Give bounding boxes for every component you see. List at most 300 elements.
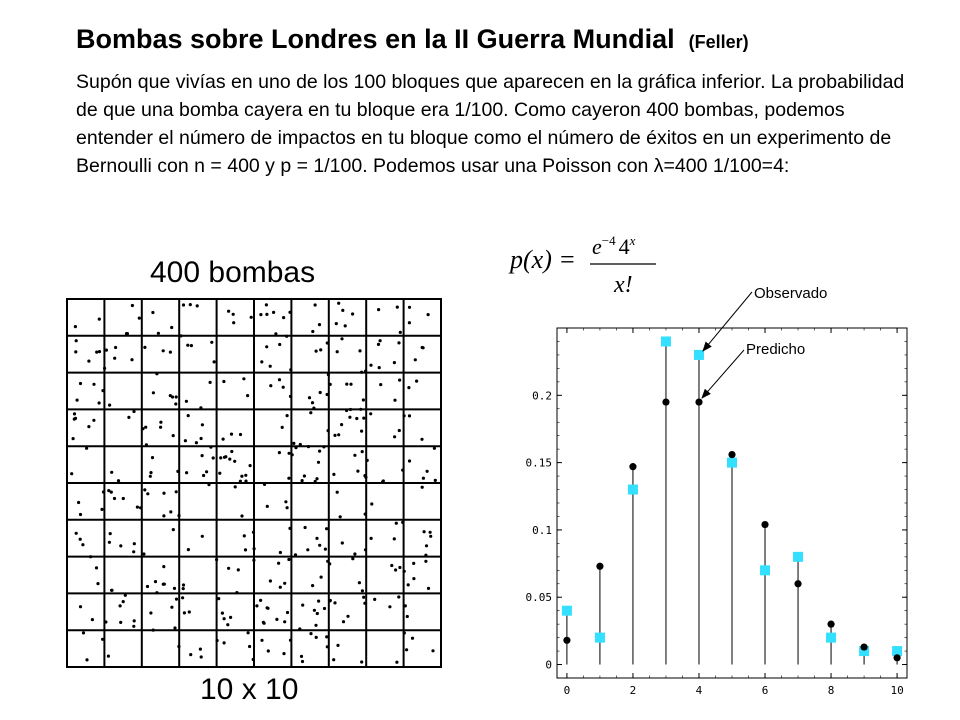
bomb-dot	[361, 589, 364, 592]
bomb-dot	[362, 417, 365, 420]
bomb-dot	[284, 500, 287, 503]
bomb-dot	[263, 622, 266, 625]
bomb-dot	[414, 358, 417, 361]
bomb-dot	[260, 360, 263, 363]
bomb-dot	[172, 528, 175, 531]
bomb-dot	[398, 429, 401, 432]
bomb-dot	[77, 501, 80, 504]
bomb-dot	[333, 434, 336, 437]
bomb-dot	[265, 313, 268, 316]
bomb-dot	[341, 541, 344, 544]
bomb-dot	[353, 454, 356, 457]
bomb-dot	[125, 332, 128, 335]
bomb-dot	[333, 601, 336, 604]
bomb-dot	[76, 399, 79, 402]
bomb-dot	[379, 339, 382, 342]
bomb-dot	[132, 550, 135, 553]
bomb-dot	[216, 639, 219, 642]
bomb-dot	[217, 597, 220, 600]
grid-caption-bottom: 10 x 10	[200, 673, 299, 706]
bomb-dot	[266, 607, 269, 610]
bomb-dot	[133, 619, 136, 622]
bomb-dot	[79, 605, 82, 608]
bomb-dot	[289, 639, 292, 642]
bomb-dot	[398, 379, 401, 382]
bomb-dot	[212, 456, 215, 459]
bomb-dot	[108, 541, 111, 544]
bomb-dot	[326, 341, 329, 344]
bomb-dot	[348, 416, 351, 419]
bomb-dot	[431, 649, 434, 652]
bomb-dot	[169, 394, 172, 397]
bomb-dot	[336, 350, 339, 353]
bomb-dot	[326, 560, 329, 563]
bomb-dot	[98, 401, 101, 404]
bomb-dot	[396, 306, 399, 309]
observed-point	[694, 350, 704, 360]
bomb-dot	[360, 430, 363, 433]
bomb-dot	[95, 566, 98, 569]
observed-point	[595, 633, 605, 643]
bomb-dot	[301, 660, 304, 663]
bomb-dot	[228, 458, 231, 461]
chart-stems	[567, 341, 897, 664]
bomb-dot	[340, 423, 343, 426]
bomb-dot	[246, 394, 249, 397]
bomb-dot	[288, 311, 291, 314]
bomb-dot	[235, 591, 238, 594]
bomb-dot	[79, 382, 82, 385]
bomb-dot	[401, 521, 404, 524]
observed-point	[562, 606, 572, 616]
bomb-dot	[152, 391, 155, 394]
bomb-dot	[288, 527, 291, 530]
bomb-dot	[105, 349, 108, 352]
bomb-dot	[87, 425, 90, 428]
bomb-dot	[221, 612, 224, 615]
bomb-dot	[244, 474, 247, 477]
annotation-observado: Observado	[754, 285, 828, 302]
bomb-dot	[237, 568, 240, 571]
description-text: Supón que vivías en uno de los 100 bloques que aparecen en la gráfica inferior. La probabilidad de que una bomba cayera en tu bloque era 1/100. Como cayeron 400 bombas, podemos entender el número de impactos en tu bloque como el número de éxitos en un experimento de Bernoulli con n = 400 y p = 1/100. Podemos usar una Poisson con λ=400 1/100=4:	[76, 71, 905, 177]
bomb-dot	[227, 567, 230, 570]
bomb-dot	[412, 562, 415, 565]
bomb-dot	[182, 583, 185, 586]
bomb-dot	[424, 560, 427, 563]
bomb-dot	[218, 472, 221, 475]
bomb-dot	[282, 652, 285, 655]
bomb-dot	[429, 535, 432, 538]
bomb-dot	[210, 341, 213, 344]
bomb-dot	[199, 648, 202, 651]
bomb-dot	[70, 472, 73, 475]
bomb-dot	[403, 570, 406, 573]
bomb-dot	[149, 471, 152, 474]
bomb-dot	[362, 398, 365, 401]
bomb-dot	[405, 648, 408, 651]
bomb-dot	[202, 474, 205, 477]
bomb-dot	[201, 423, 204, 426]
bomb-dot	[92, 383, 95, 386]
bomb-dot	[360, 371, 363, 374]
bomb-dot	[390, 564, 393, 567]
page-title	[76, 24, 749, 55]
bomb-dot	[393, 399, 396, 402]
bomb-dot	[344, 324, 347, 327]
bomb-dot	[381, 480, 384, 483]
bomb-dot	[292, 442, 295, 445]
bomb-dot	[75, 339, 78, 342]
bomb-dot	[351, 312, 354, 315]
bomb-dot	[408, 459, 411, 462]
formula-denominator: x!	[614, 272, 633, 298]
bomb-dot	[398, 566, 401, 569]
bomb-dot	[91, 618, 94, 621]
bomb-dot	[364, 548, 367, 551]
bomb-dot	[403, 414, 406, 417]
x-tick-label: 0	[563, 684, 571, 697]
bomb-dot	[173, 626, 176, 629]
bomb-dot	[360, 660, 363, 663]
bomb-dot	[291, 453, 294, 456]
bomb-dot	[100, 508, 103, 511]
bomb-dot	[141, 427, 144, 430]
predicted-point	[629, 463, 636, 470]
bomb-dot	[222, 438, 225, 441]
bomb-dot	[196, 304, 199, 307]
bomb-dot	[311, 584, 314, 587]
bomb-dot	[101, 638, 104, 641]
bomb-dot	[429, 531, 432, 534]
bomb-dot	[72, 437, 75, 440]
bomb-dot	[74, 325, 77, 328]
bomb-dot	[146, 585, 149, 588]
predicted-point	[761, 521, 768, 528]
bomb-dot	[358, 349, 361, 352]
bomb-dot	[205, 470, 208, 473]
bomb-dot	[415, 380, 418, 383]
bomb-dot	[74, 350, 77, 353]
bomb-dot	[388, 605, 391, 608]
bomb-dot	[113, 497, 116, 500]
bomb-dot	[363, 602, 366, 605]
bomb-dot	[108, 404, 111, 407]
observed-point	[793, 552, 803, 562]
bomb-dot	[278, 451, 281, 454]
bomb-dot	[81, 543, 84, 546]
bomb-dot	[242, 377, 245, 380]
bomb-dot	[209, 446, 212, 449]
bomb-dot	[177, 514, 180, 517]
bomb-dot	[177, 645, 180, 648]
bomb-dot	[163, 583, 166, 586]
bomb-dot	[282, 386, 285, 389]
bomb-dot	[315, 477, 318, 480]
bomb-dot	[110, 471, 113, 474]
bomb-dot	[287, 477, 290, 480]
bomb-dot	[314, 480, 317, 483]
bomb-dot	[114, 346, 117, 349]
bomb-dot	[155, 372, 158, 375]
bomb-dot	[408, 321, 411, 324]
bomb-dot	[175, 395, 178, 398]
bomb-dot	[162, 514, 165, 517]
bomb-dot	[378, 366, 381, 369]
bomb-dot	[200, 655, 203, 658]
bomb-dot	[294, 446, 297, 449]
bomb-dot	[311, 330, 314, 333]
bomb-dot	[332, 473, 335, 476]
bomb-dot	[186, 344, 189, 347]
bomb-dot	[127, 416, 130, 419]
bomb-dot	[252, 531, 255, 534]
chart-annotations	[702, 285, 827, 398]
bomb-dot	[307, 445, 310, 448]
bomb-dot	[323, 607, 326, 610]
bomb-dot	[136, 506, 139, 509]
bomb-dot	[339, 515, 342, 518]
bomb-dot	[230, 450, 233, 453]
bomb-dot	[169, 510, 172, 513]
y-tick-label: 0.1	[532, 523, 552, 537]
bomb-dot	[327, 429, 330, 432]
bomb-dot	[239, 480, 242, 483]
bomb-dot	[278, 378, 281, 381]
bomb-dot	[183, 611, 186, 614]
bomb-dot	[75, 532, 78, 535]
bomb-dot	[370, 537, 373, 540]
bomb-dot	[248, 645, 251, 648]
bomb-dot	[317, 461, 320, 464]
bomb-dot	[332, 658, 335, 661]
bomb-dot	[252, 559, 255, 562]
bomb-dot	[311, 401, 314, 404]
bomb-dot	[408, 306, 411, 309]
bomb-dot	[401, 469, 404, 472]
bomb-dot	[301, 479, 304, 482]
bomb-dot	[326, 645, 329, 648]
bomb-dot	[240, 514, 243, 517]
bomb-dot	[420, 438, 423, 441]
bomb-dot	[124, 594, 127, 597]
bomb-dot	[349, 408, 352, 411]
bomb-dot	[326, 393, 329, 396]
bomb-dot	[92, 419, 95, 422]
bomb-dot	[283, 620, 286, 623]
bomb-dot	[403, 631, 406, 634]
predicted-point	[728, 451, 735, 458]
bomb-dot	[269, 384, 272, 387]
bomb-dot	[79, 513, 82, 516]
bomb-dot	[318, 323, 321, 326]
bomb-dot	[151, 456, 154, 459]
bomb-dot	[138, 317, 141, 320]
bomb-dot	[239, 433, 242, 436]
bomb-dot	[278, 343, 281, 346]
bomb-dot	[399, 331, 402, 334]
bomb-dot	[122, 497, 125, 500]
bomb-dot	[269, 365, 272, 368]
bomb-dot	[260, 639, 263, 642]
bomb-dot	[304, 526, 307, 529]
bomb-dot	[434, 479, 437, 482]
formula-numerator: $e^{-4}$ 4$^x$	[592, 233, 636, 259]
bomb-dot	[188, 610, 191, 613]
bomb-dot	[306, 548, 309, 551]
bomb-dot	[213, 360, 216, 363]
bomb-dot	[143, 346, 146, 349]
bomb-dot	[369, 364, 372, 367]
bomb-dot	[79, 538, 82, 541]
observed-point	[628, 485, 638, 495]
bomb-dot	[315, 537, 318, 540]
x-tick-label: 6	[761, 684, 769, 697]
bomb-dot	[355, 417, 358, 420]
bomb-dot	[143, 488, 146, 491]
bomb-dot	[244, 480, 247, 483]
bomb-dot	[98, 350, 101, 353]
bomb-dot	[259, 599, 262, 602]
bomb-dot	[263, 483, 266, 486]
bomb-dot	[223, 641, 226, 644]
title-author: (Feller)	[688, 32, 749, 52]
bomb-dot	[407, 583, 410, 586]
bomb-dot	[272, 311, 275, 314]
bomb-dot	[340, 337, 343, 340]
bomb-dot	[179, 334, 182, 337]
predicted-point	[893, 654, 900, 661]
x-tick-label: 8	[827, 684, 835, 697]
bomb-dot	[232, 313, 235, 316]
predicted-point	[860, 643, 867, 650]
bomb-dot	[185, 471, 188, 474]
bomb-dot	[144, 426, 147, 429]
bomb-dot	[155, 591, 158, 594]
bomb-dot	[327, 373, 330, 376]
bomb-dot	[157, 332, 160, 335]
bomb-dot	[169, 351, 172, 354]
bomb-dot	[175, 598, 178, 601]
bomb-dot	[275, 618, 278, 621]
predicted-point	[563, 637, 570, 644]
predicted-point	[662, 398, 669, 405]
bomb-dot	[142, 552, 145, 555]
bomb-dot	[189, 303, 192, 306]
y-tick-label: 0.2	[532, 389, 552, 403]
bomb-dot	[404, 604, 407, 607]
bomb-dot	[269, 579, 272, 582]
bomb-dot	[366, 459, 369, 462]
bomb-dot	[274, 332, 277, 335]
bomb-dot	[325, 635, 328, 638]
bomb-dot	[309, 632, 312, 635]
bomb-dot	[132, 625, 135, 628]
bomb-dot	[255, 604, 258, 607]
bomb-dot	[426, 470, 429, 473]
bomb-dot	[170, 606, 173, 609]
bomb-dot	[154, 580, 157, 583]
bomb-dot	[230, 433, 233, 436]
bomb-dot	[107, 489, 110, 492]
bomb-dot	[209, 381, 212, 384]
bomb-dot	[173, 587, 176, 590]
bomb-dot	[346, 615, 349, 618]
bomb-dot	[119, 544, 122, 547]
bomb-dot	[87, 360, 90, 363]
annotation-arrow	[703, 292, 752, 351]
bomb-dot	[425, 544, 428, 547]
bomb-dot	[207, 483, 210, 486]
bomb-dot	[107, 655, 110, 658]
bomb-dot	[412, 577, 415, 580]
bomb-dot	[74, 417, 77, 420]
bomb-dot	[252, 658, 255, 661]
bomb-dot	[313, 609, 316, 612]
bomb-dot	[406, 615, 409, 618]
formula-lhs: p(x) =	[510, 245, 576, 274]
bomb-dot	[315, 636, 318, 639]
bomb-dot	[349, 383, 352, 386]
bomb-dot	[393, 435, 396, 438]
bomb-dot	[369, 412, 372, 415]
bomb-dot	[315, 350, 318, 353]
bomb-dot	[117, 479, 120, 482]
bomb-dot	[281, 426, 284, 429]
bomb-dot	[319, 391, 322, 394]
bomb-dot	[131, 304, 134, 307]
bomb-dot	[370, 502, 373, 505]
bomb-dot	[98, 318, 101, 321]
bomb-dot	[308, 396, 311, 399]
bomb-dot	[336, 644, 339, 647]
bomb-dot	[187, 548, 190, 551]
bomb-dot	[162, 492, 165, 495]
bomb-dot	[325, 527, 328, 530]
bomb-dot	[226, 623, 229, 626]
bomb-dot	[377, 343, 380, 346]
bomb-dot	[345, 409, 348, 412]
bomb-dot	[298, 627, 301, 630]
predicted-point	[596, 563, 603, 570]
title-text: Bombas sobre Londres en la II Guerra Mundial	[76, 24, 675, 54]
x-tick-label: 10	[890, 684, 904, 697]
bomb-dot	[286, 414, 289, 417]
bomb-dot	[324, 548, 327, 551]
bomb-dot	[265, 303, 268, 306]
bomb-dot	[89, 555, 92, 558]
bomb-dot	[130, 358, 133, 361]
predicted-point	[695, 398, 702, 405]
bomb-dot	[379, 383, 382, 386]
predicted-point	[794, 580, 801, 587]
bomb-dot	[361, 450, 364, 453]
bomb-dot	[397, 341, 400, 344]
bomb-dot	[356, 470, 359, 473]
bomb-dot	[199, 406, 202, 409]
bomb-dot	[318, 450, 321, 453]
bomb-dot	[244, 548, 247, 551]
bomb-dot	[145, 443, 148, 446]
observed-point	[727, 458, 737, 468]
bomb-dot	[407, 386, 410, 389]
bomb-dot	[312, 407, 315, 410]
observed-point	[661, 336, 671, 346]
bomb-dot	[353, 552, 356, 555]
bomb-dot	[224, 455, 227, 458]
bomb-dot	[182, 303, 185, 306]
poisson-chart	[520, 280, 920, 700]
bomb-dot	[309, 411, 312, 414]
